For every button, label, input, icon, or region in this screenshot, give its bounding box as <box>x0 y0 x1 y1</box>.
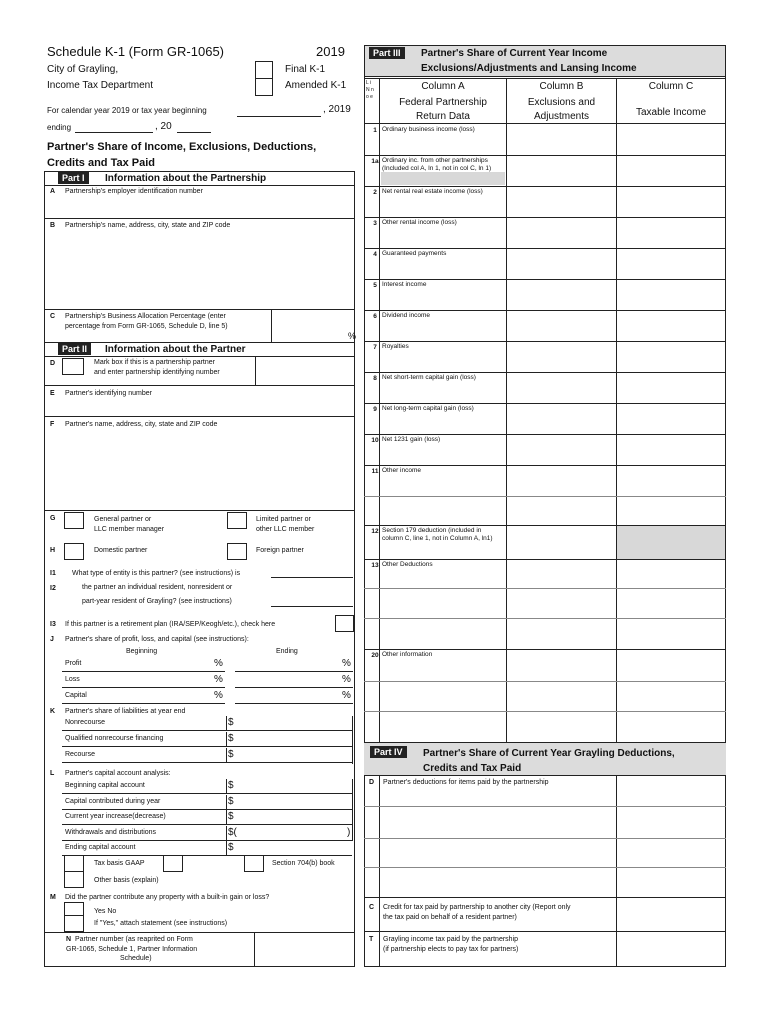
dollar-symbol: $ <box>228 717 234 728</box>
line-column-label: L i N n o e <box>366 80 374 100</box>
built-in-gain-label: Did the partner contribute any property with a built-in gain or loss? <box>65 894 270 901</box>
foreign-partner-label: Foreign partner <box>256 547 304 554</box>
shaded-cell <box>381 172 505 185</box>
line-8-column-b-field[interactable] <box>508 373 615 402</box>
capital-ending-field[interactable] <box>235 689 340 703</box>
line-20-column-b-field[interactable] <box>508 650 615 741</box>
ending-capital-label: Ending capital account <box>65 844 136 851</box>
line-3-column-a-field[interactable] <box>381 231 505 247</box>
general-partner-label-2: LLC member manager <box>94 526 165 533</box>
line-8-number: 8 <box>373 375 377 382</box>
recourse-label: Recourse <box>65 751 95 758</box>
attach-statement-label: If "Yes," attach statement (see instructions) <box>94 920 228 927</box>
part1-title: Information about the Partnership <box>105 173 267 184</box>
line-6-number: 6 <box>373 313 377 320</box>
line-12-label: Section 179 deduction (included in <box>382 527 482 534</box>
part4-title-line-2: Credits and Tax Paid <box>423 763 522 774</box>
dollar-symbol: $ <box>228 780 234 791</box>
credit-other-city-field[interactable] <box>618 898 723 928</box>
part3-title-line-1: Partner's Share of Current Year Income <box>421 48 608 59</box>
nonrecourse-amount-field[interactable] <box>238 716 350 730</box>
partner-deductions-field[interactable] <box>618 777 723 895</box>
beginning-capital-amount-field[interactable] <box>240 779 344 793</box>
profit-loss-capital-label: Partner's share of profit, loss, and capital (see instructions): <box>65 636 249 643</box>
current-year-increase-label: Current year increase(decrease) <box>65 813 166 820</box>
line-6-label: Dividend income <box>382 312 431 319</box>
retirement-plan-checkbox[interactable] <box>335 615 354 632</box>
line-2-number: 2 <box>373 189 377 196</box>
partner-name-address-field[interactable] <box>60 432 350 508</box>
percent-symbol: % <box>342 658 351 669</box>
line-11-number: 11 <box>371 468 379 475</box>
ending-header: Ending <box>276 648 298 655</box>
capital-label: Capital <box>65 692 87 699</box>
partner-number-label-2: GR-1065, Schedule 1, Partner Information <box>66 946 198 953</box>
calendar-year-suffix: , 2019 <box>323 104 351 115</box>
limited-partner-checkbox[interactable] <box>227 512 247 529</box>
column-b-line-2: Adjustments <box>533 111 590 122</box>
dollar-symbol: $ <box>228 733 234 744</box>
amended-k1-label: Amended K-1 <box>285 80 347 91</box>
line-8-label: Net short-term capital gain (loss) <box>382 374 476 381</box>
line-9-column-c-field[interactable] <box>618 404 724 433</box>
grayling-tax-paid-field[interactable] <box>618 932 723 964</box>
nonrecourse-label: Nonrecourse <box>65 719 106 726</box>
capital-contributed-amount-field[interactable] <box>240 795 344 809</box>
line-9-label: Net long-term capital gain (loss) <box>382 405 474 412</box>
line-11-column-b-field[interactable] <box>508 466 615 524</box>
line-10-column-b-field[interactable] <box>508 435 615 464</box>
foreign-partner-checkbox[interactable] <box>227 543 247 560</box>
line-2-label: Net rental real estate income (loss) <box>382 188 483 195</box>
dollar-symbol: $ <box>228 842 234 853</box>
section-title-line-2: Credits and Tax Paid <box>47 157 155 169</box>
line-5-column-c-field[interactable] <box>618 280 724 309</box>
line-1-column-b-field[interactable] <box>508 125 615 154</box>
line-10-number: 10 <box>371 437 379 444</box>
allocation-pct-label-2: percentage from Form GR-1065, Schedule D, line 5) <box>65 323 228 330</box>
org-line-2: Income Tax Department <box>47 80 153 91</box>
built-in-gain-no-checkbox[interactable] <box>64 915 84 932</box>
line-5-column-a-field[interactable] <box>381 293 505 309</box>
line-4-column-a-field[interactable] <box>381 262 505 278</box>
line-20-label: Other information <box>382 651 433 658</box>
column-a-line-1: Federal Partnership <box>399 97 487 108</box>
line-9-column-a-field[interactable] <box>381 417 505 433</box>
line-7-number: 7 <box>373 344 377 351</box>
capital-contributed-label: Capital contributed during year <box>65 797 161 805</box>
line-1-number: 1 <box>373 127 377 134</box>
line-7-column-b-field[interactable] <box>508 342 615 371</box>
allocation-pct-field[interactable] <box>274 311 344 340</box>
line-1-column-a-field[interactable] <box>381 138 505 154</box>
part4-title-line-1: Partner's Share of Current Year Grayling Deductions, <box>423 748 675 759</box>
line-8-column-c-field[interactable] <box>618 373 724 402</box>
form-title: Schedule K-1 (Form GR-1065) <box>47 44 225 59</box>
partner-name-label: Partner's name, address, city, state and ZIP code <box>65 421 218 428</box>
allocation-pct-label-1: Partnership's Business Allocation Percentage (enter <box>65 313 226 320</box>
line-10-label: Net 1231 gain (loss) <box>382 436 441 443</box>
beginning-capital-label: Beginning capital account <box>65 782 145 789</box>
profit-ending-field[interactable] <box>235 657 340 671</box>
line-11-column-a-field[interactable] <box>381 479 505 524</box>
dollar-symbol: $ <box>228 749 234 760</box>
line-4-number: 4 <box>373 251 377 258</box>
line-13-column-b-field[interactable] <box>508 560 615 648</box>
line-10-column-c-field[interactable] <box>618 435 724 464</box>
line-6-column-b-field[interactable] <box>508 311 615 340</box>
residency-field[interactable] <box>271 606 353 607</box>
ending-suffix: , 20 <box>155 121 172 132</box>
partner-number-label-1: N Partner number (as reaprited on Form <box>66 936 193 943</box>
partnership-partner-label-1: Mark box if this is a partnership partner <box>94 359 215 366</box>
retirement-plan-label: If this partner is a retirement plan (IRA/SEP/Keogh/etc.), check here <box>65 621 276 628</box>
column-c-header: Column C <box>648 81 694 92</box>
partnership-name-address-field[interactable] <box>60 234 350 308</box>
profit-label: Profit <box>65 660 82 667</box>
domestic-partner-checkbox[interactable] <box>64 543 84 560</box>
line-1a-column-c-field[interactable] <box>618 156 724 185</box>
line-12-number: 12 <box>371 528 379 535</box>
yes-no-label: Yes No <box>94 908 117 915</box>
gaap-checkbox[interactable] <box>163 855 183 872</box>
section-title-line-1: Partner's Share of Income, Exclusions, Deductions, <box>47 141 317 153</box>
line-1a-label: Ordinary inc. from other partnerships <box>382 157 488 164</box>
grayling-tax-paid-label-1: Grayling income tax paid by the partnership <box>383 936 519 943</box>
line-8-column-a-field[interactable] <box>381 386 505 402</box>
line-11-label: Other income <box>382 467 422 474</box>
ending-capital-amount-field[interactable] <box>240 841 344 855</box>
percent-symbol: % <box>342 690 351 701</box>
line-6-column-a-field[interactable] <box>381 324 505 340</box>
line-20-number: 20 <box>371 652 379 659</box>
percent-symbol: % <box>214 690 223 701</box>
withdrawals-distributions-amount-field[interactable] <box>240 826 344 840</box>
part3-tag: Part III <box>369 47 405 59</box>
calendar-year-label: For calendar year 2019 or tax year beginning <box>47 106 207 115</box>
partnership-ein-field[interactable] <box>60 198 350 218</box>
line-13-label: Other Deductions <box>382 561 433 568</box>
percent-symbol: % <box>214 674 223 685</box>
part1-tag: Part I <box>58 172 89 184</box>
part2-title: Information about the Partner <box>105 344 246 355</box>
qualified-nonrecourse-label: Qualified nonrecourse financing <box>65 735 164 742</box>
line-13-number: 13 <box>371 562 379 569</box>
part4-tag: Part IV <box>370 746 407 758</box>
line-3-label: Other rental income (loss) <box>382 219 457 226</box>
line-4-column-c-field[interactable] <box>618 249 724 278</box>
residency-label-2: part-year resident of Grayling? (see instructions) <box>82 598 232 605</box>
line-3-number: 3 <box>373 220 377 227</box>
beginning-header: Beginning <box>126 648 158 655</box>
line-2-column-a-field[interactable] <box>381 200 505 216</box>
ending-date-field[interactable] <box>75 132 153 133</box>
entity-type-label: What type of entity is this partner? (see instructions) is <box>72 570 241 577</box>
profit-beginning-field[interactable] <box>62 657 212 671</box>
line-1a-number: 1a <box>371 158 379 165</box>
capital-account-label: Partner's capital account analysis: <box>65 770 171 777</box>
allocation-pct-symbol: % <box>348 331 357 341</box>
tax-basis-checkbox[interactable] <box>64 855 84 872</box>
percent-symbol: % <box>214 658 223 669</box>
line-1-column-c-field[interactable] <box>618 125 724 154</box>
partner-id-label: Partner's identifying number <box>65 390 152 397</box>
column-b-header: Column B <box>539 81 584 92</box>
final-k1-label: Final K-1 <box>285 64 326 75</box>
line-7-column-a-field[interactable] <box>381 355 505 371</box>
residency-label-1: the partner an individual resident, nonresident or <box>82 584 233 591</box>
column-a-line-2: Return Data <box>416 111 470 122</box>
limited-partner-label-1: Limited partner or <box>256 516 311 523</box>
withdrawals-distributions-label: Withdrawals and distributions <box>65 828 157 836</box>
line-9-number: 9 <box>373 406 377 413</box>
ending-label: ending <box>47 123 72 132</box>
partnership-identifying-number-field[interactable] <box>258 358 352 383</box>
line-20-column-a-field[interactable] <box>381 663 505 741</box>
column-b-line-1: Exclusions and <box>527 97 596 108</box>
partner-number-field[interactable] <box>257 934 351 964</box>
capital-beginning-field[interactable] <box>62 689 212 703</box>
form-year: 2019 <box>316 44 345 59</box>
line-7-column-c-field[interactable] <box>618 342 724 371</box>
line-3-column-b-field[interactable] <box>508 218 615 247</box>
part2-tag: Part II <box>58 343 91 355</box>
limited-partner-label-2: other LLC member <box>256 526 315 533</box>
other-basis-checkbox[interactable] <box>64 871 84 888</box>
entity-type-field[interactable] <box>271 577 353 578</box>
line-1-label: Ordinary business income (loss) <box>382 126 475 133</box>
amended-k1-checkbox[interactable] <box>255 78 273 96</box>
line-9-column-b-field[interactable] <box>508 404 615 433</box>
close-paren: ) <box>347 826 351 838</box>
general-partner-label-1: General partner or <box>94 516 152 523</box>
dollar-symbol: $ <box>228 795 234 807</box>
dollar-symbol: $( <box>228 826 237 838</box>
credit-other-city-label-2: the tax paid on behalf of a resident partner) <box>383 914 517 921</box>
line-2-column-c-field[interactable] <box>618 187 724 216</box>
line-20-column-c-field[interactable] <box>618 650 724 741</box>
line-12-column-b-field[interactable] <box>508 526 615 558</box>
percent-symbol: % <box>342 674 351 685</box>
line-5-number: 5 <box>373 282 377 289</box>
grayling-tax-paid-label-2: (if partnership elects to pay tax for partners) <box>383 946 519 953</box>
recourse-amount-field[interactable] <box>238 748 350 762</box>
line-3-column-c-field[interactable] <box>618 218 724 247</box>
tax-basis-label: Tax basis GAAP <box>94 860 145 867</box>
line-5-column-b-field[interactable] <box>508 280 615 309</box>
partner-deductions-label: Partner's deductions for items paid by the partnership <box>383 779 549 786</box>
shaded-cell <box>617 526 725 559</box>
line-4-column-b-field[interactable] <box>508 249 615 278</box>
loss-label: Loss <box>65 676 80 683</box>
tax-year-beginning-field[interactable] <box>237 116 321 117</box>
section-704b-label: Section 704(b) book <box>272 860 335 867</box>
section-704b-checkbox[interactable] <box>244 855 264 872</box>
loss-ending-field[interactable] <box>235 673 340 687</box>
final-k1-checkbox[interactable] <box>255 61 273 79</box>
partnership-name-label: Partnership's name, address, city, state and ZIP code <box>65 222 231 229</box>
part3-title-line-2: Exclusions/Adjustments and Lansing Income <box>421 63 637 74</box>
credit-other-city-label-1: Credit for tax paid by partnership to another city (Report only <box>383 904 571 911</box>
partner-number-label-3: Schedule) <box>120 955 152 962</box>
dollar-symbol: $ <box>228 811 234 822</box>
partnership-partner-label-2: and enter partnership identifying number <box>94 369 220 376</box>
line-6-column-c-field[interactable] <box>618 311 724 340</box>
current-year-increase-amount-field[interactable] <box>240 810 344 824</box>
liabilities-label: Partner's share of liabilities at year end <box>65 708 186 715</box>
line-2-column-b-field[interactable] <box>508 187 615 216</box>
line-7-label: Royalties <box>382 343 409 350</box>
line-13-column-a-field[interactable] <box>381 573 505 648</box>
loss-beginning-field[interactable] <box>62 673 212 687</box>
line-10-column-a-field[interactable] <box>381 448 505 464</box>
qualified-nonrecourse-amount-field[interactable] <box>238 732 350 746</box>
org-line-1: City of Grayling, <box>47 64 119 75</box>
line-12-label-2: column C, line 1, not in Column A, ln1) <box>382 535 493 542</box>
column-a-header: Column A <box>421 81 465 92</box>
line-5-label: Interest income <box>382 281 427 288</box>
line-11-column-c-field[interactable] <box>618 466 724 524</box>
line-1a-column-b-field[interactable] <box>508 156 615 185</box>
partnership-ein-label: Partnership's employer identification number <box>65 188 203 195</box>
line-4-label: Guaranteed payments <box>382 250 447 257</box>
line-1a-label-2: (Included col A, ln 1, not in col C, ln 1) <box>382 165 492 172</box>
general-partner-checkbox[interactable] <box>64 512 84 529</box>
other-basis-label: Other basis (explain) <box>94 877 159 884</box>
partnership-partner-checkbox[interactable] <box>62 358 84 375</box>
partner-id-field[interactable] <box>60 400 350 416</box>
line-13-column-c-field[interactable] <box>618 560 724 648</box>
column-c-line-1: Taxable Income <box>635 107 707 118</box>
ending-year-field[interactable] <box>177 132 211 133</box>
domestic-partner-label: Domestic partner <box>94 547 148 554</box>
